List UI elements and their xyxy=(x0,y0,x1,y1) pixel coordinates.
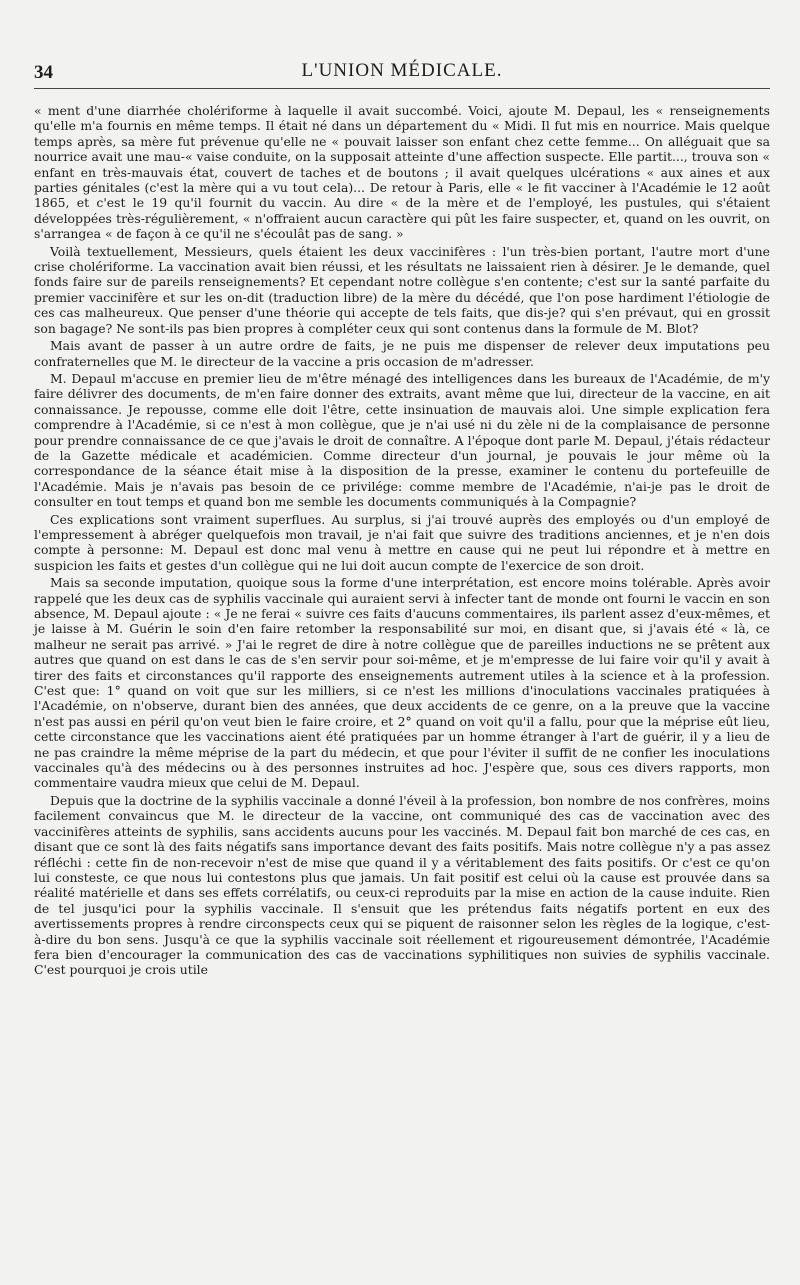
paragraph: M. Depaul m'accuse en premier lieu de m'être ménagé des intelligences dans les bureaux de l'Académie, de m'y faire délivrer des documents, de m'en faire donner des extraits, avant même que lui, directeur de la vaccine, en ait connaissance. Je repousse, comme elle doit l'être, cette insinuation de mauvais aloi. Une simple explication fera comprendre à l'Académie, si ce n'est à mon collègue, que je n'ai usé ni du zèle ni de la complaisance de personne pour prendre connaissance de ce que j'avais le droit de connaître. A l'époque dont parle M. Depaul, j'étais rédacteur de la Gazette médicale et académicien. Comme directeur d'un journal, je pouvais le jour même où la correspondance de la séance était mise à la disposition de la presse, examiner le contenu du portefeuille de l'Académie. Mais je n'avais pas besoin de ce privilége: comme membre de l'Académie, n'ai-je pas le droit de consulter en tout temps et quand bon me semble les documents communiqués à la Compagnie? xyxy=(34,370,770,510)
page-header xyxy=(34,58,770,89)
paragraph: Mais avant de passer à un autre ordre de faits, je ne puis me dispenser de relever deux imputations peu confraternelles que M. le directeur de la vaccine a pris occasion de m'adresser. xyxy=(34,338,770,369)
paragraph: Voilà textuellement, Messieurs, quels étaient les deux vaccinifères : l'un très-bien portant, l'autre mort d'une crise cholériforme. La vaccination avait bien réussi, et les résultats ne laissaient rien à désirer. Je le demande, quel fonds faire sur de pareils renseignements? Et cependant notre collègue s'en contente; c'est sur la santé parfaite du premier vaccinifère et sur les on-dit (traduction libre) de la mère du décédé, que l'on pose hardiment l'étiologie de ces cas malheureux. Que penser d'une théorie qui accepte de tels faits, que dis-je? qui s'en prévaut, qui en grossit son bagage? Ne sont-ils pas bien propres à compléter ceux qui sont contenus dans la formule de M. Blot? xyxy=(34,243,770,336)
paragraph: Ces explications sont vraiment superflues. Au surplus, si j'ai trouvé auprès des employés ou d'un employé de l'empressement à abréger quelquefois mon travail, je n'ai fait que suivre des traditions anciennes, et je n'en dois compte à personne: M. Depaul est donc mal venu à mettre en cause qui ne peut lui répondre et à mettre en suspicion les faits et gestes d'un collègue qui ne lui doit aucun compte de l'exercice de son droit. xyxy=(34,511,770,573)
paragraph-quote: « ment d'une diarrhée cholériforme à laquelle il avait succombé. Voici, ajoute M. Depaul, les « renseignements qu'elle m'a fournis en même temps. Il était né dans un département du « Midi. Il fut mis en nourrice. Mais quelque temps après, sa mère fut prévenue qu'elle ne « pouvait laisser son enfant chez cette femme... On alléguait que sa nourrice avait une mau-« vaise conduite, on la supposait atteinte d'une affection suspecte. Elle partit..., trouva son « enfant en très-mauvais état, couvert de taches et de boutons ; il avait quelques ulcérations « aux aines et aux parties génitales (c'est la mère qui a vu tout cela)... De retour à Paris, elle « le fit vacciner à l'Académie le 12 août 1865, et c'est le 19 qu'il fournit du vaccin. Au dire « de la mère et de l'employé, les pustules, qui s'étaient développées très-régulièrement, « n'offraient aucun caractère qui pût les faire suspecter, et, quand on les ouvrit, on s'arrangea « de façon à ce qu'il ne s'écoulât pas de sang. » xyxy=(34,103,770,242)
running-title: L'UNION MÉDICALE. xyxy=(301,60,503,81)
article-body xyxy=(34,103,770,978)
page-number: 34 xyxy=(34,62,53,83)
paragraph: Depuis que la doctrine de la syphilis vaccinale a donné l'éveil à la profession, bon nombre de nos confrères, moins facilement convaincus que M. le directeur de la vaccine, ont communiqué des cas de vaccination avec des vaccinifères atteints de syphilis, sans accidents aucuns pour les vaccinés. M. Depaul fait bon marché de ces cas, en disant que ce sont là des faits négatifs sans importance devant des faits positifs. Mais notre collègue n'y a pas assez réfléchi : cette fin de non-recevoir n'est de mise que quand il y a véritablement des faits positifs. Or c'est ce qu'on lui consteste, ce que nous lui contestons plus que jamais. Un fait positif est celui où la cause est prouvée dans sa réalité matérielle et dans ses effets corrélatifs, ou ceux-ci reproduits par la mise en action de la cause induite. Rien de tel jusqu'ici pour la syphilis vaccinale. Il s'ensuit que les prétendus faits négatifs portent en eux des avertissements propres à rendre circonspects ceux qui se piquent de raisonner selon les règles de la logique, c'est-à-dire du bon sens. Jusqu'à ce que la syphilis vaccinale soit réellement et rigoureusement démontrée, l'Académie fera bien d'encourager la communication des cas de vaccinations syphilitiques non suivies de syphilis vaccinale. C'est pourquoi je crois utile xyxy=(34,792,770,978)
paragraph: Mais sa seconde imputation, quoique sous la forme d'une interprétation, est encore moins tolérable. Après avoir rappelé que les deux cas de syphilis vaccinale qui auraient servi à infecter tant de monde ont fourni le vaccin en son absence, M. Depaul ajoute : « Je ne ferai « suivre ces faits d'aucuns commentaires, ils parlent assez d'eux-mêmes, et je laisse à M. Guérin le soin d'en faire retomber la responsabilité sur moi, en disant que, si j'avais été « là, ce malheur ne serait pas arrivé. » J'ai le regret de dire à notre collègue que de pareilles inductions ne se prêtent aux autres que quand on est dans le cas de s'en servir pour soi-même, et je m'empresse de lui faire voir qu'il y avait à tirer des faits et circonstances qu'il rapporte des enseignements autrement utiles à la science et à la profession. C'est que: 1° quand on voit que sur les milliers, si ce n'est les millions d'inoculations vaccinales pratiquées à l'Académie, on n'observe, durant bien des années, que deux accidents de ce genre, on a la preuve que la vaccine n'est pas aussi en péril qu'on veut bien le faire croire, et 2° quand on voit qu'il a fallu, pour que la méprise eût lieu, cette circonstance que les vaccinations aient été pratiquées par un homme étranger à l'art de guérir, il y a lieu de ne pas craindre la même méprise de la part du médecin, et que pour l'éviter il suffit de ne confier les inoculations vaccinales qu'à des médecins ou à des personnes instruites ad hoc. J'espère que, sous ces divers rapports, mon commentaire vaudra mieux que celui de M. Depaul. xyxy=(34,575,770,791)
